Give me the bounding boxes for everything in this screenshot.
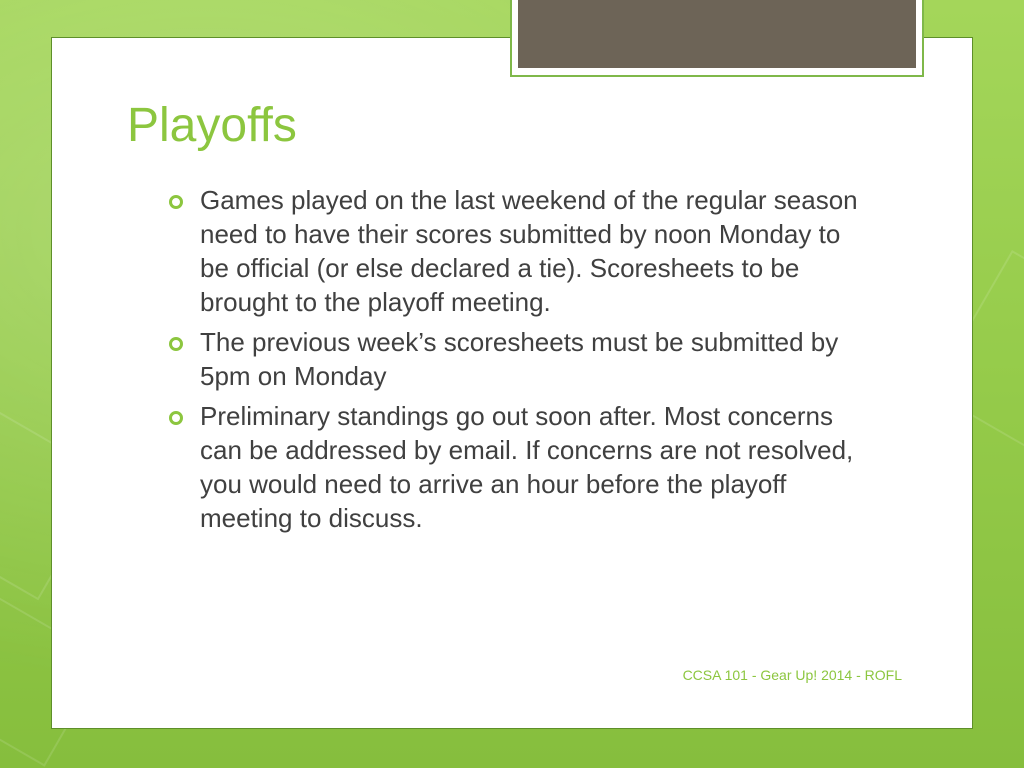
header-accent-block xyxy=(518,0,916,68)
bullet-item xyxy=(166,399,866,535)
hollow-circle-icon xyxy=(169,337,183,351)
bullet-list xyxy=(166,183,866,541)
bullet-text: Games played on the last weekend of the regular season need to have their scores submitted by noon Monday to be official (or else declared a tie). Scoresheets to be brought to the playoff meeting. xyxy=(200,185,858,317)
hollow-circle-icon xyxy=(169,411,183,425)
slide-footer: CCSA 101 - Gear Up! 2014 - ROFL xyxy=(682,667,902,683)
bullet-item xyxy=(166,325,866,393)
hollow-circle-icon xyxy=(169,195,183,209)
bullet-text: Preliminary standings go out soon after. Most concerns can be addressed by email. If concerns are not resolved, you would need to arrive an hour before the playoff meeting to discuss. xyxy=(200,401,854,533)
bullet-text: The previous week’s scoresheets must be submitted by 5pm on Monday xyxy=(200,327,839,391)
bullet-item xyxy=(166,183,866,319)
slide-title: Playoffs xyxy=(127,99,297,152)
